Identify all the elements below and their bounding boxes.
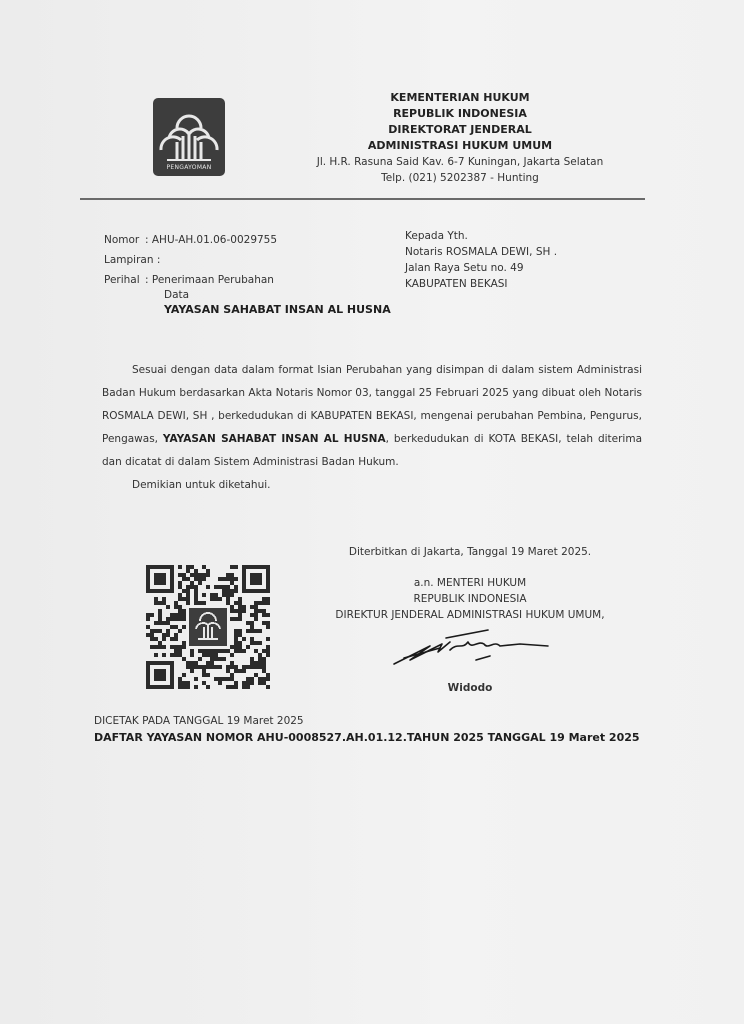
body-text-part-1: Sesuai dengan data dalam format Isian Perubahan yang disimpan di dalam sistem Administrasi Badan Hukum berdasarkan Akta Notaris Nomor 03, tanggal 25 Februari 2025 yang dibuat oleh Notaris ROSMALA DEWI, SH , berkedudukan di KABUPATEN BEKASI, mengenai perubahan Pembina, Pengurus, Pengawas,: [102, 364, 642, 445]
letterhead-line-2: REPUBLIK INDONESIA: [393, 107, 527, 120]
nomor-label: Nomor: [104, 234, 140, 246]
letterhead-address: Jl. H.R. Rasuna Said Kav. 6-7 Kuningan, Jakarta Selatan: [316, 156, 604, 168]
body-foundation-name: YAYASAN SAHABAT INSAN AL HUSNA: [162, 433, 386, 445]
qr-finder-pattern: [148, 663, 172, 687]
recipient-line-4: KABUPATEN BEKASI: [405, 278, 508, 290]
qr-finder-pattern: [244, 567, 268, 591]
nomor-value: : AHU-AH.01.06-0029755: [145, 234, 278, 246]
perihal-value-line2: Data: [164, 289, 190, 301]
letterhead-line-3: DIREKTORAT JENDERAL: [388, 123, 532, 136]
body-paragraph-1: [102, 359, 642, 474]
logo-text: PENGAYOMAN: [166, 164, 212, 171]
header-divider: [80, 198, 645, 200]
handwritten-signature: [380, 628, 560, 668]
signatory-name: Widodo: [447, 682, 493, 694]
perihal-foundation-name: YAYASAN SAHABAT INSAN AL HUSNA: [164, 303, 391, 316]
issued-statement: Diterbitkan di Jakarta, Tanggal 19 Maret 2025.: [348, 546, 592, 558]
recipient-line-2: Notaris ROSMALA DEWI, SH .: [405, 246, 558, 258]
position-line: DIREKTUR JENDERAL ADMINISTRASI HUKUM UMUM,: [335, 609, 605, 621]
recipient-line-3: Jalan Raya Setu no. 49: [405, 262, 524, 274]
perihal-value: : Penerimaan Perubahan: [145, 274, 274, 286]
letterhead: [300, 90, 620, 186]
letterhead-phone: Telp. (021) 5202387 - Hunting: [381, 172, 539, 184]
letterhead-line-4: ADMINISTRASI HUKUM UMUM: [367, 139, 553, 152]
recipient-line-1: Kepada Yth.: [405, 230, 468, 242]
body-paragraph-2: Demikian untuk diketahui.: [132, 479, 271, 491]
signature-title: [330, 575, 610, 623]
registry-number: DAFTAR YAYASAN NOMOR AHU-0008527.AH.01.12.TAHUN 2025 TANGGAL 19 Maret 2025: [94, 731, 640, 744]
lampiran-label: Lampiran :: [104, 254, 161, 266]
perihal-label: Perihal: [104, 274, 140, 286]
country-line: REPUBLIK INDONESIA: [413, 593, 527, 605]
qr-code: [146, 565, 270, 689]
letterhead-line-1: KEMENTERIAN HUKUM: [390, 91, 530, 104]
on-behalf-line: a.n. MENTERI HUKUM: [413, 577, 527, 589]
printed-date: DICETAK PADA TANGGAL 19 Maret 2025: [94, 715, 304, 727]
ministry-logo: [153, 98, 225, 176]
body-text-part-2: , berkedudukan di KOTA BEKASI, telah diterima dan dicatat di dalam Sistem Administrasi Badan Hukum.: [102, 433, 642, 468]
recipient-block: [405, 228, 557, 292]
qr-finder-pattern: [148, 567, 172, 591]
